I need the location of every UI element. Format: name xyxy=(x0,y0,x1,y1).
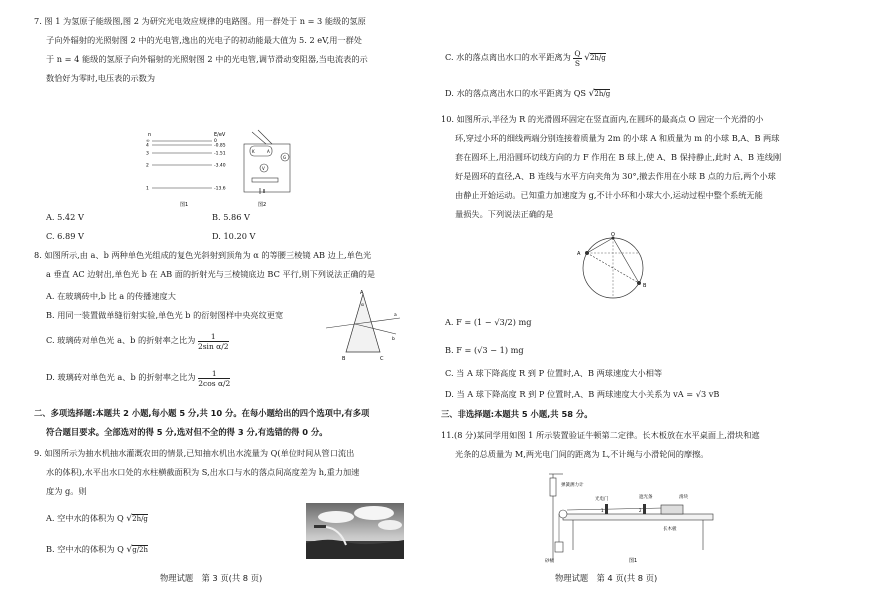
level-n-4: 4 xyxy=(146,143,149,149)
ray-a-label: a xyxy=(394,313,397,318)
ring-figure xyxy=(563,232,663,302)
photogate-1-icon xyxy=(605,504,608,514)
q9-option-c-text: C. 水的落点离出水口的水平距离为 xyxy=(445,52,571,62)
frac-d-den: 2cos α/2 xyxy=(198,378,231,388)
level-e-4: -0.85 xyxy=(214,143,226,149)
q10-line-4: 好是圆环的直径,A、B 连线与水平方向夹角为 30°,撤去作用在小球 B 点的力后,两个小球 xyxy=(455,171,776,181)
q11-line-2: 光条的总质量为 M,两光电门间的距离为 L,不计绳与小滑轮间的摩擦。 xyxy=(455,449,709,459)
level-e-1: -13.6 xyxy=(214,186,226,192)
prism-angle-label: α xyxy=(361,303,364,308)
q10-option-d: D. 当 A 球下降高度 R 到 P 位置时,A、B 两球速度大小关系为 vA = √3 vB xyxy=(445,389,720,399)
level-n-inf: ∞ xyxy=(146,139,150,144)
q9-option-a-radicand: 2h/g xyxy=(132,515,148,523)
long-board xyxy=(563,514,713,520)
q7-line-3: 于 n = 4 能级的氢原子向外辐射的光照射图 2 中的光电管,调节滑动变阻器,当电流表的示 xyxy=(46,54,368,64)
q9-option-b-radicand: g/2h xyxy=(132,546,149,554)
q8-option-a: A. 在玻璃砖中,b 比 a 的传播速度大 xyxy=(46,291,176,301)
q7-option-b: B. 5.86 V xyxy=(212,212,250,222)
q8-line-1: 8. 如图所示,由 a、b 两种单色光组成的复色光斜射到顶角为 α 的等腰三棱镜 AB 边上,单色光 xyxy=(34,250,372,260)
q8-option-d-text: D. 玻璃砖对单色光 a、b 的折射率之比为 xyxy=(46,372,196,382)
fig2-caption: 图2 xyxy=(258,202,267,208)
q9-option-d-radicand: 2h/g xyxy=(594,90,611,98)
q9-option-b xyxy=(46,540,148,560)
anode-label: A xyxy=(267,149,270,154)
section3-title: 三、非选择题:本题共 5 小题,共 58 分。 xyxy=(441,409,593,419)
level-n-2: 2 xyxy=(146,163,149,169)
q8-option-c-text: C. 玻璃砖对单色光 a、b 的折射率之比为 xyxy=(46,335,196,345)
q8-option-c-fraction xyxy=(198,332,229,351)
ball-b-label: B xyxy=(643,283,647,289)
sqrt-icon: √ xyxy=(584,53,590,63)
level-e-inf: 0 xyxy=(214,139,217,144)
long-board-label: 长木板 xyxy=(663,527,677,532)
frac-c-num: 1 xyxy=(198,332,229,342)
cathode-label: K xyxy=(252,149,255,154)
q10-line-1: 10. 如图所示,半径为 R 的光滑圆环固定在竖直面内,在圆环的最高点 O 固定一个光滑的小 xyxy=(441,114,764,124)
fig1-unit-label: E/eV xyxy=(214,132,226,138)
slider-block xyxy=(661,505,683,514)
q8-option-d xyxy=(46,368,230,388)
right-page xyxy=(435,0,870,615)
q9-option-a xyxy=(46,509,148,529)
q10-line-3: 套在圆环上,用沿圆环切线方向的力 F 作用在 B 球上,使 A、B 保持静止,此时 A、B 连线刚 xyxy=(455,152,782,162)
irrigation-photo xyxy=(306,503,404,559)
q10-line-6: 量损失。下列说法正确的是 xyxy=(455,209,554,219)
slider-label: 滑块 xyxy=(679,495,688,500)
q10-option-b: B. F = (√3 − 1) mg xyxy=(445,345,524,355)
q7-line-2: 子向外辐射的光照射图 2 中的光电管,逸出的光电子的初动能最大值为 5. 2 eV,用一群处 xyxy=(46,35,362,45)
frac-s-den: S xyxy=(574,58,581,68)
q8-option-d-fraction xyxy=(198,369,230,388)
prism-vertex-b: B xyxy=(342,356,346,362)
q9-option-d xyxy=(445,84,610,104)
spring-scale-icon xyxy=(550,478,556,496)
fig1-n-label: n xyxy=(148,132,152,138)
pulley-icon xyxy=(559,510,567,518)
fig1-caption: 图1 xyxy=(180,202,189,208)
sand-bucket-label: 砂桶 xyxy=(545,559,554,564)
voltmeter-label: V xyxy=(262,166,265,171)
frac-q-num: Q xyxy=(574,48,581,58)
q9-line-3: 度为 g。则 xyxy=(46,486,87,496)
q8-option-b: B. 用同一装置做单缝衍射实验,单色光 b 的衍射图样中央亮纹更宽 xyxy=(46,310,284,320)
ray-b-label: b xyxy=(392,337,395,342)
prism-figure xyxy=(322,290,404,362)
q9-option-b-text: B. 空中水的体积为 Q xyxy=(46,544,124,554)
q10-option-a: A. F = (1 − √3/2) mg xyxy=(445,317,532,327)
q11-line-1: 11.(8 分)某同学用如图 1 所示装置验证牛顿第二定律。长木板放在水平桌面上,滑块和遮 xyxy=(441,430,760,440)
point-o-label: O xyxy=(611,232,615,238)
spring-scale-label: 弹簧测力计 xyxy=(561,483,584,488)
q10-line-5: 由静止开始运动。已知重力加速度为 g,不计小环和小球大小,运动过程中整个系统无能 xyxy=(455,190,763,200)
left-page-footer: 物理试题 第 3 页(共 8 页) xyxy=(160,573,263,583)
q8-line-2: a 垂直 AC 边射出,单色光 b 在 AB 面的折射光与三棱镜底边 BC 平行,则下列说法正确的是 xyxy=(46,269,376,279)
sand-bucket-icon xyxy=(555,542,563,552)
q9-line-1: 9. 如图所示为抽水机抽水灌溉农田的情景,已知抽水机出水流量为 Q(单位时间从管口流出 xyxy=(34,448,355,458)
gate-2-number: 2 xyxy=(639,508,642,513)
q7-line-1: 7. 图 1 为氢原子能级图,图 2 为研究光电效应规律的电路图。用一群处于 n = 3 能级的氢原 xyxy=(34,16,366,26)
q8-option-c xyxy=(46,331,229,351)
q9-option-d-text: D. 水的落点离出水口的水平距离为 QS xyxy=(445,88,587,98)
newton-law-apparatus xyxy=(543,470,723,570)
q7-line-4: 数恰好为零时,电压表的示数为 xyxy=(46,73,156,83)
q11-fig-caption: 图1 xyxy=(629,558,638,564)
photogate-2-icon xyxy=(643,504,646,514)
section2-line-2: 符合题目要求。全部选对的得 5 分,选对但不全的得 3 分,有选错的得 0 分。 xyxy=(46,427,328,437)
q9-line-2: 水的体积),水平出水口处的水柱横截面积为 S,出水口与水的落点间高度差为 h,重力加速 xyxy=(46,467,360,477)
q9-option-c xyxy=(445,48,606,68)
prism-vertex-a: A xyxy=(360,290,364,296)
q7-option-d: D. 10.20 V xyxy=(212,231,256,241)
galvanometer-label: G xyxy=(283,155,287,160)
sqrt-icon: √ xyxy=(126,545,133,555)
section2-line-1: 二、多项选择题:本题共 2 小题,每小题 5 分,共 10 分。在每小题给出的四个选项中,有多项 xyxy=(34,408,370,418)
level-n-1: 1 xyxy=(146,186,149,192)
q10-option-c: C. 当 A 球下降高度 R 到 P 位置时,A、B 两球速度大小相等 xyxy=(445,368,663,378)
q9-option-c-fraction xyxy=(573,49,581,68)
q9-option-c-radicand: 2h/g xyxy=(589,54,606,62)
q9-option-a-text: A. 空中水的体积为 Q xyxy=(46,513,124,523)
q7-option-c: C. 6.89 V xyxy=(46,231,84,241)
energy-level-diagram xyxy=(146,132,226,208)
frac-c-den: 2sin α/2 xyxy=(197,341,229,351)
q10-line-2: 环,穿过小环的细线两端分别连接着质量为 2m 的小球 A 和质量为 m 的小球 B,A、B 两球 xyxy=(455,133,780,143)
level-e-3: -1.51 xyxy=(214,151,226,157)
level-n-3: 3 xyxy=(146,151,149,157)
ball-a-label: A xyxy=(577,251,581,257)
photoelectric-circuit xyxy=(244,130,290,208)
q7-option-a: A. 5.42 V xyxy=(46,212,84,222)
shading-strip-label: 遮光条 xyxy=(639,495,653,500)
gate-1-number: 1 xyxy=(601,508,604,513)
level-e-2: -3.40 xyxy=(214,163,226,169)
sqrt-icon: √ xyxy=(126,514,133,524)
sqrt-icon: √ xyxy=(588,89,595,99)
prism-vertex-c: C xyxy=(380,356,384,362)
frac-d-num: 1 xyxy=(198,369,230,379)
right-page-footer: 物理试题 第 4 页(共 8 页) xyxy=(555,573,658,583)
q7-figure xyxy=(140,128,300,210)
photogate-label: 光电门 xyxy=(595,497,609,502)
